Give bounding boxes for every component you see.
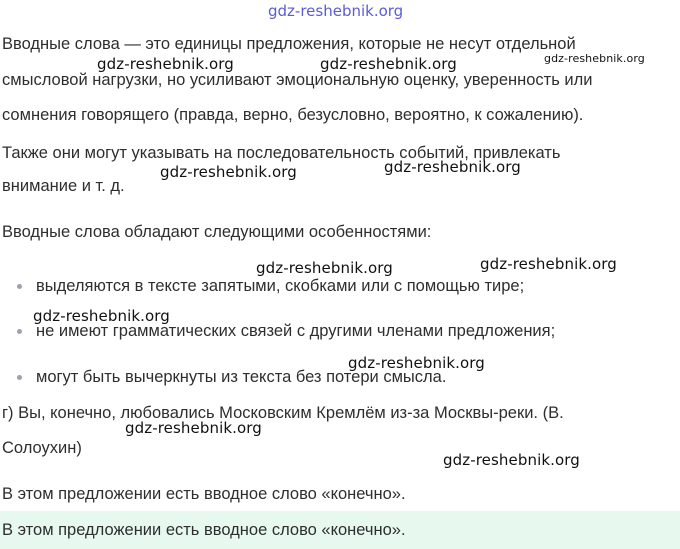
site-header-watermark: gdz-reshebnik.org <box>268 2 404 20</box>
list-item-text: могут быть вычеркнуты из текста без потери смысла. <box>36 368 447 386</box>
task-sentence-line-1: г) Вы, конечно, любовались Московским Кремлём из-за Москвы-реки. (В. <box>2 404 564 422</box>
bullet-icon <box>17 375 22 380</box>
paragraph-features-heading: Вводные слова обладают следующими особенностями: <box>2 223 432 241</box>
watermark: gdz-reshebnik.org <box>320 55 457 73</box>
list-item <box>0 275 680 297</box>
list-item-text: выделяются в тексте запятыми, скобками или с помощью тире; <box>36 277 525 295</box>
bullet-icon <box>17 284 22 289</box>
paragraph-sequence-line-1: Также они могут указывать на последовательность событий, привлекать <box>2 144 561 162</box>
paragraph-intro-line-1: Вводные слова — это единицы предложения, которые не несут отдельной <box>2 35 576 53</box>
watermark: gdz-reshebnik.org <box>544 52 645 65</box>
watermark: gdz-reshebnik.org <box>97 55 234 73</box>
watermark: gdz-reshebnik.org <box>384 158 521 176</box>
answer-text: В этом предложении есть вводное слово «конечно». <box>2 521 406 539</box>
task-sentence-line-2: Солоухин) <box>2 439 82 457</box>
list-item <box>0 366 680 388</box>
list-item-text: не имеют грамматических связей с другими членами предложения; <box>36 322 556 340</box>
watermark: gdz-reshebnik.org <box>160 163 297 181</box>
task-explanation: В этом предложении есть вводное слово «конечно». <box>2 485 406 503</box>
watermark: gdz-reshebnik.org <box>125 419 262 437</box>
watermark: gdz-reshebnik.org <box>256 259 393 277</box>
paragraph-sequence-line-2: внимание и т. д. <box>2 177 125 195</box>
watermark: gdz-reshebnik.org <box>33 307 170 325</box>
watermark: gdz-reshebnik.org <box>443 451 580 469</box>
paragraph-intro-line-2: смысловой нагрузки, но усиливают эмоциональную оценку, уверенность или <box>2 71 593 89</box>
answer-box <box>0 511 680 549</box>
bullet-icon <box>17 329 22 334</box>
watermark: gdz-reshebnik.org <box>348 354 485 372</box>
watermark: gdz-reshebnik.org <box>480 255 617 273</box>
paragraph-intro-line-3: сомнения говорящего (правда, верно, безусловно, вероятно, к сожалению). <box>2 106 584 124</box>
